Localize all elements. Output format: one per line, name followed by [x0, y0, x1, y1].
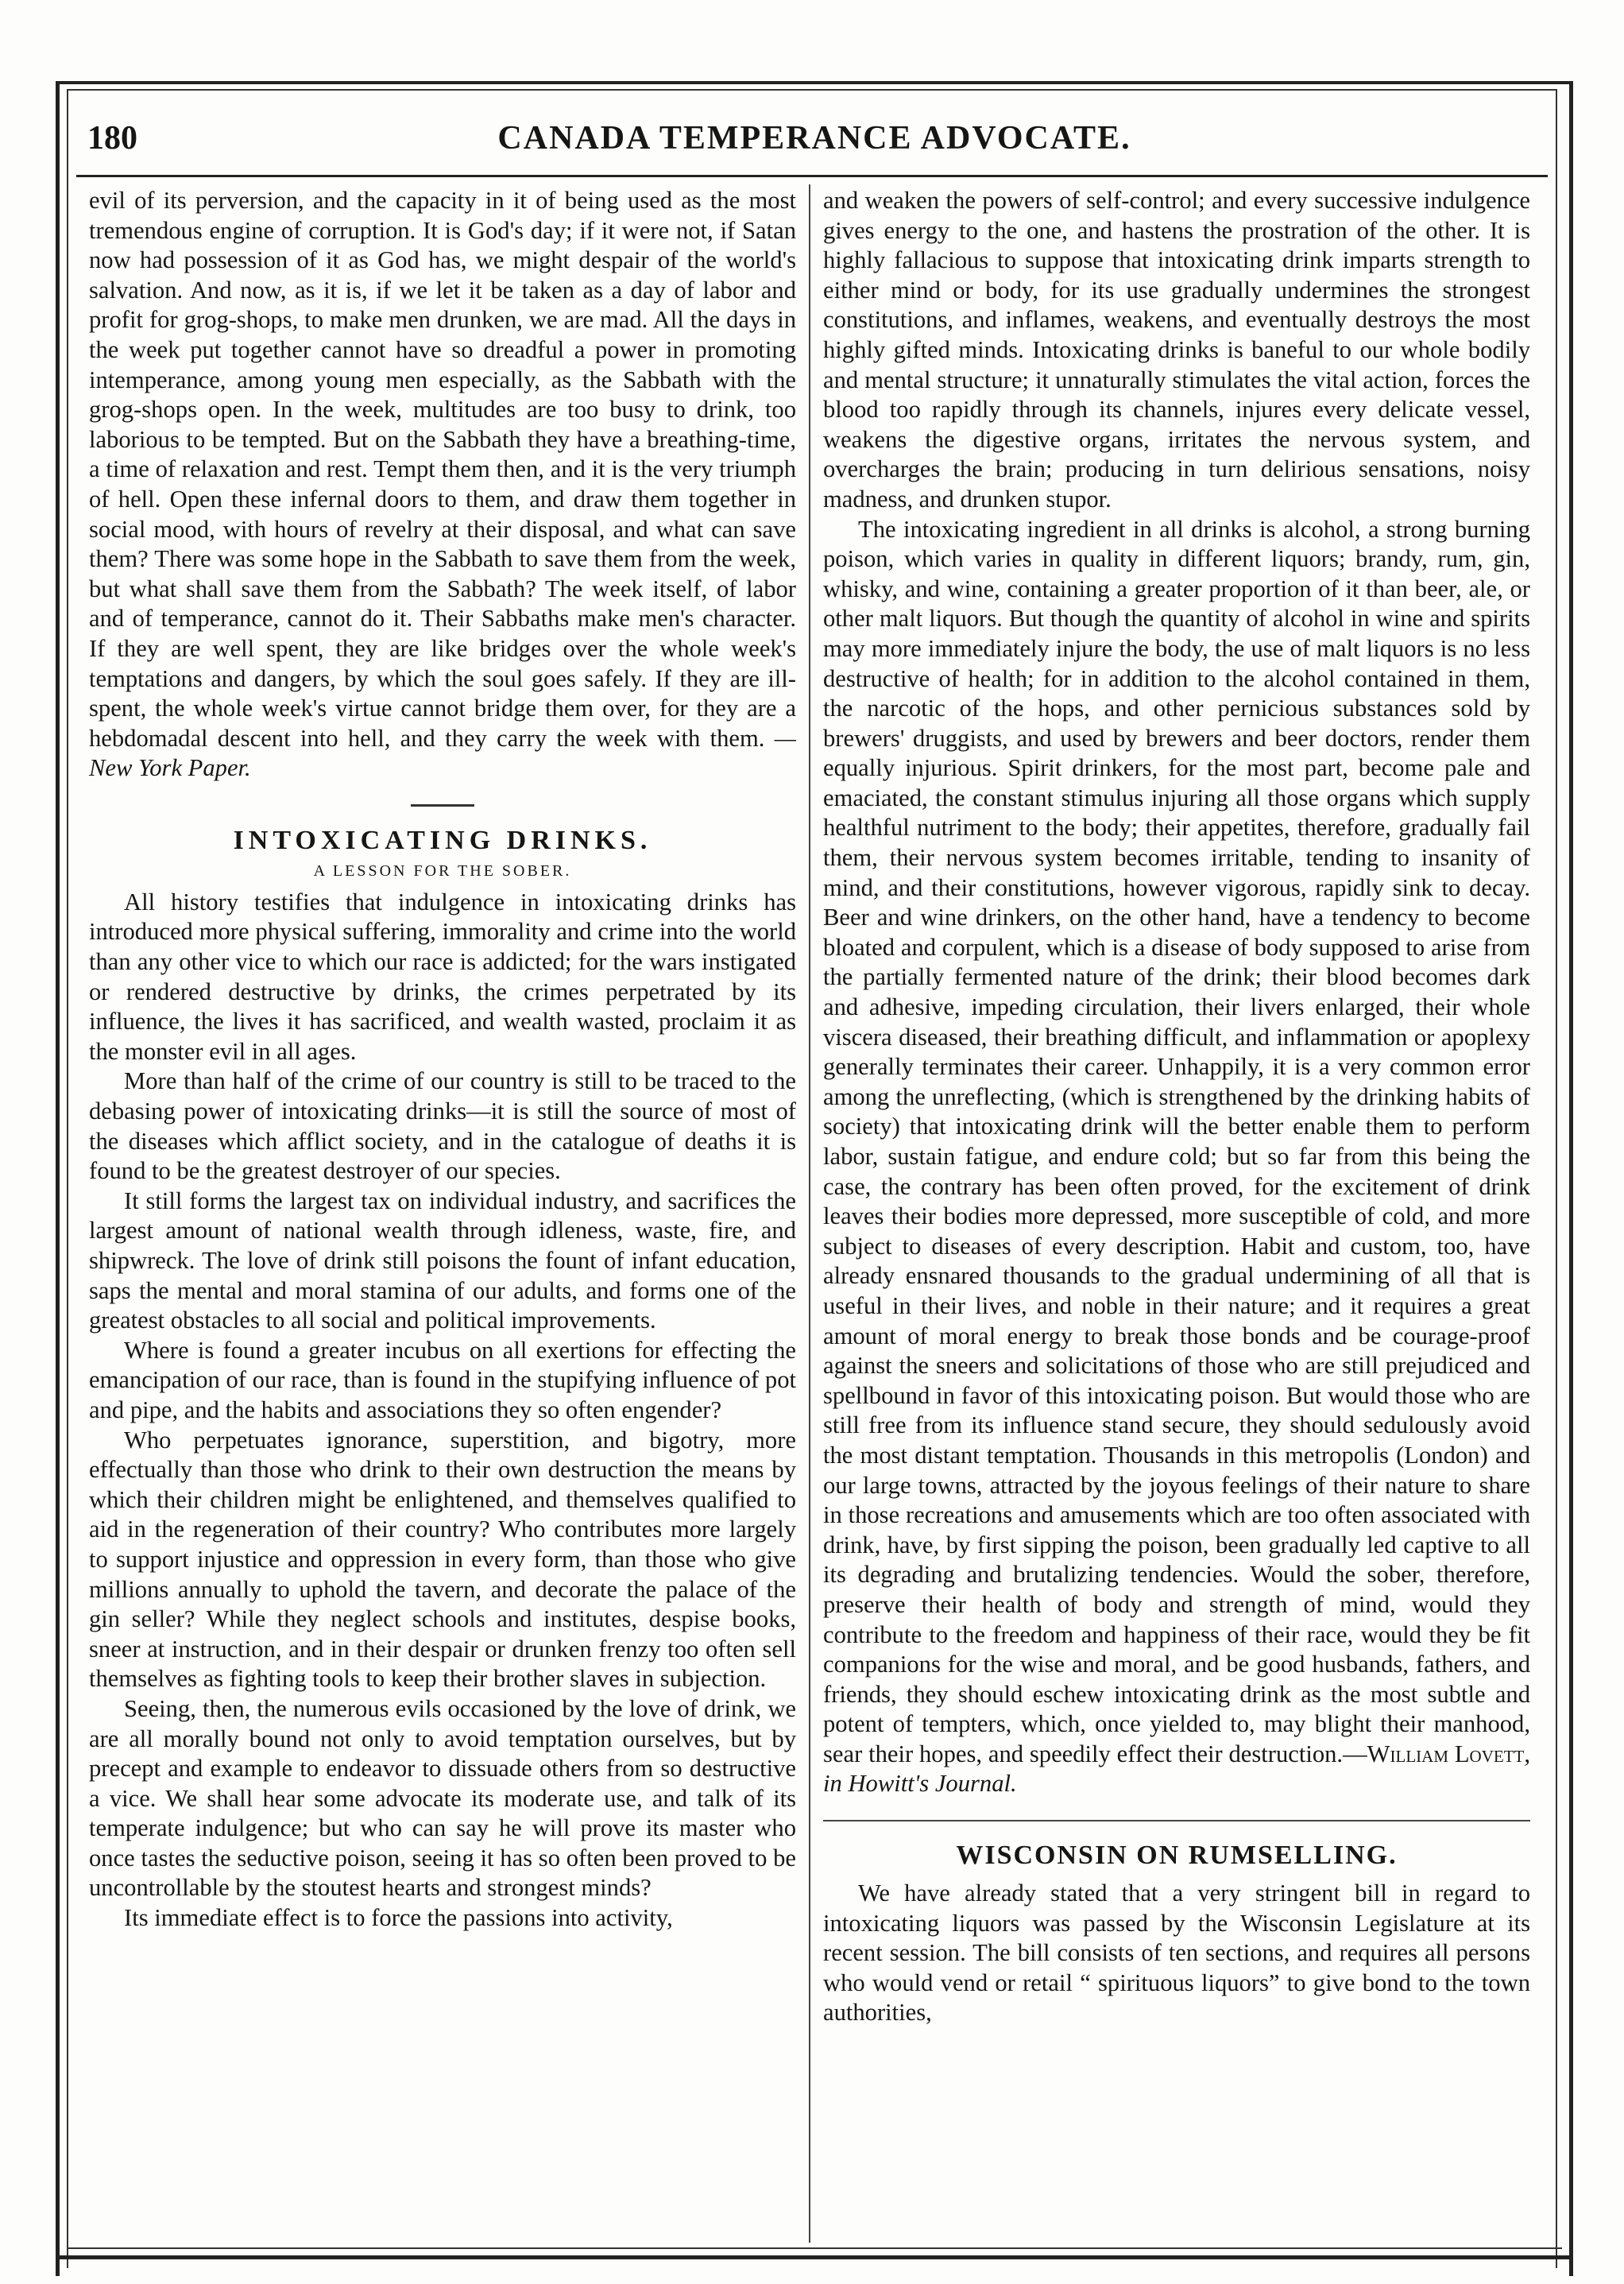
- author-signature: —William Lovett,: [1343, 1740, 1531, 1767]
- article-separator-rule: [823, 1820, 1530, 1821]
- article-paragraph: More than half of the crime of our country is still to be traced to the debasing power of intoxicating drinks—it is still the source of most of the diseases which afflict society, and in the catalogue of deaths it is found to be the greatest destroyer of our species.: [89, 1067, 796, 1185]
- article-paragraph: All history testifies that indulgence in intoxicating drinks has introduced more physical suffering, immorality and crime into the world than any other vice to which our race is addicted; for the wars instigated or rendered destructive by drinks, the crimes perpetrated by its influence, the lives it has sacrificed, and wealth wasted, proclaim it as the monster evil in all ages.: [89, 888, 796, 1065]
- page-number: 180: [87, 120, 137, 157]
- page-header: [87, 119, 1541, 175]
- left-column: [89, 186, 796, 2236]
- article-paragraph: Its immediate effect is to force the passions into activity,: [124, 1904, 673, 1932]
- right-column: [823, 186, 1530, 2236]
- bottom-border-rule: [56, 2255, 1573, 2259]
- column-divider: [809, 184, 810, 2243]
- article-paragraph: We have already stated that a very stringent bill in regard to intoxicating liquors was passed by the Wisconsin Legislature at its recent session. The bill consists of ten sections, and requires all persons who would vend or retail “ spirituous liquors” to give bond to the town authorities,: [823, 1879, 1530, 2027]
- bottom-border-rule-inner: [67, 2247, 1562, 2249]
- header-rule: [76, 175, 1548, 177]
- article-paragraph: Where is found a greater incubus on all exertions for effecting the emancipation of our race, than is found in the stupifying influence of pot and pipe, and the habits and associations they so often engender?: [89, 1336, 796, 1423]
- article-paragraph: It still forms the largest tax on individual industry, and sacrifices the largest amount of national wealth through idleness, waste, fire, and shipwreck. The love of drink still poisons the fount of infant education, saps the mental and moral stamina of our adults, and forms one of the greatest obstacles to all social and political improvements.: [89, 1187, 796, 1334]
- article-paragraph: Seeing, then, the numerous evils occasioned by the love of drink, we are all morally bound not only to avoid temptation ourselves, but by precept and example to endeavor to dissuade others from so destructive a vice. We shall hear some advocate its moderate use, and talk of its temperate indulgence; but who can say he will prove its master who once tastes the seductive poison, seeing it has so often been proved to be uncontrollable by the stoutest hearts and strongest minds?: [89, 1694, 796, 1902]
- article-paragraph: The intoxicating ingredient in all drinks is alcohol, a strong burning poison, which varies in quality in different liquors; brandy, rum, gin, whisky, and wine, containing a greater proportion of it than beer, ale, or other malt liquors. But though the quantity of alcohol in wine and spirits may more immediately injure the body, the use of malt liquors is no less destructive of health; for in addition to the alcohol contained in them, the narcotic of the hops, and other pernicious substances sold by brewers' druggists, and used by brewers and beer doctors, render them equally injurious. Spirit drinkers, for the most part, become pale and emaciated, the constant stimulus injuring all those organs which supply healthful nutriment to the body; their appetites, therefore, gradually fail them, their nervous system becomes irritable, tending to insanity of mind, and their constitutions, however vigorous, rapidly sink to decay. Beer and wine drinkers, on the other hand, have a tendency to become bloated and corpulent, which is a disease of body supposed to arise from the partially fermented nature of the drink; their blood becomes dark and adhesive, impeding circulation, their livers enlarged, their whole viscera diseased, their breathing difficult, and inflammation or apoplexy generally terminates their career. Unhappily, it is a very common error among the unreflecting, (which is strengthened by the drinking habits of society) that intoxicating drink will the better enable them to perform labor, sustain fatigue, and endure cold; but so far from this being the case, the contrary has been often proved, for the excitement of drink leaves their bodies more depressed, more susceptible of cold, and more subject to diseases of every description. Habit and custom, too, have already ensnared thousands to the gradual undermining of all that is useful in their lives, and noble in their nature; and it requires a great amount of moral energy to break those bonds and be courage-proof against the sneers and solicitations of those who are still prejudiced and spellbound in favor of this intoxicating poison. But would those who are still free from its influence stand secure, they should sedulously avoid the most distant temptation. Thousands in this metropolis (London) and our large towns, attracted by the joyous feelings of their nature to share in those recreations and amusements which are too often associated with drink, have, by first sipping the poison, been gradually led captive to all its degrading and brutalizing tendencies. Would the sober, therefore, preserve their health of body and strength of mind, would they contribute to the freedom and happiness of their race, would they be fit companions for the wise and moral, and be good husbands, fathers, and friends, they should eschew intoxicating drink as the most subtle and potent of tempters, which, once yielded to, may blight their manhood, sear their hopes, and speedily effect their destruction.—William Lovett, in Howitt's Journal.: [823, 515, 1531, 1798]
- article-paragraph: Who perpetuates ignorance, superstition, and bigotry, more effectually than those who drink to their own destruction the means by which their children might be enlightened, and themselves qualified to aid in the regeneration of their country? Who contributes more largely to support injustice and oppression in every form, than those who give millions annually to uphold the tavern, and decorate the palace of the gin seller? While they neglect schools and institutes, despise books, sneer at instruction, and in their despair or drunken frenzy too often sell themselves as fighting tools to keep their brother slaves in subjection.: [89, 1426, 796, 1693]
- signature-source: in Howitt's Journal.: [823, 1770, 1017, 1798]
- article-continuation: and weaken the powers of self-control; and every successive indulgence gives energy to the one, and hastens the prostration of the other. It is highly fallacious to suppose that intoxicating drink imparts strength to either mind or body, for its use gradually undermines the strongest constitutions, and inflames, weakens, and eventually destroys the most highly gifted minds. Intoxicating drinks is baneful to our whole bodily and mental structure; it unnaturally stimulates the vital action, forces the blood too rapidly through its channels, injures every delicate vessel, weakens the digestive organs, irritates the nervous system, and overcharges the brain; producing in turn delirious sensations, noisy madness, and drunken stupor.: [823, 187, 1530, 513]
- running-title: CANADA TEMPERANCE ADVOCATE.: [497, 120, 1131, 157]
- article-separator-rule: [411, 804, 474, 807]
- carryover-source: —New York Paper.: [89, 724, 796, 782]
- article-subtitle: A LESSON FOR THE SOBER.: [313, 861, 572, 880]
- carryover-article-text: evil of its perversion, and the capacity in it of being used as the most tremendous engine of corruption. It is God's day; if it were not, if Satan now had possession of it as God has, we might despair of the world's salvation. And now, as it is, if we let it be taken as a day of labor and profit for grog-shops, to make men drunken, we are mad. All the days in the week put together cannot have so dreadful a power in promoting intemperance, among young men especially, as the Sabbath with the grog-shops open. In the week, multitudes are too busy to drink, too laborious to be tempted. But on the Sabbath they have a breathing-time, a time of relaxation and rest. Tempt them then, and it is the very triumph of hell. Open these infernal doors to them, and draw them together in social mood, with hours of revelry at their disposal, and what can save them? There was some hope in the Sabbath to save them from the week, but what shall save them from the Sabbath? The week itself, of labor and of temperance, cannot do it. Their Sabbaths make men's character. If they are well spent, they are like bridges over the whole week's temptations and dangers, by which the soul goes safely. If they are ill-spent, the whole week's virtue cannot bridge them over, for they are a hebdomadal descent into hell, and they carry the week with them. —New York Paper.: [89, 187, 796, 782]
- article-title: INTOXICATING DRINKS.: [233, 825, 652, 855]
- article-title: WISCONSIN ON RUMSELLING.: [956, 1841, 1398, 1871]
